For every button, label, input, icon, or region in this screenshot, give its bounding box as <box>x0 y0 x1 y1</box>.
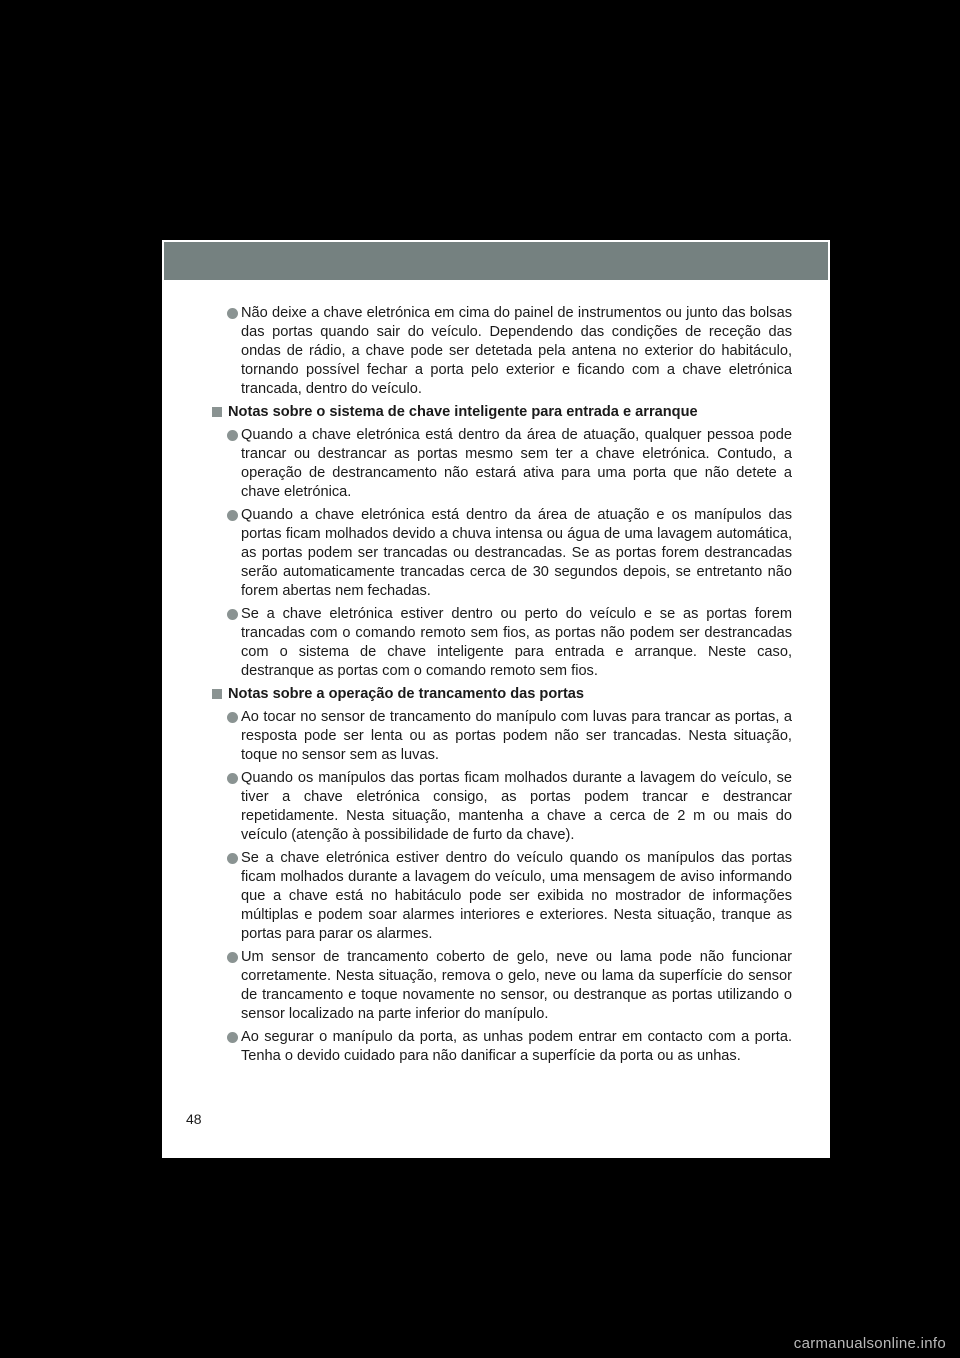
bullet-text: Não deixe a chave eletrónica em cima do painel de instrumentos ou junto das bolsas das portas quando sair do veículo. Dependendo das condições de receção das ondas de rádio, a chave pode ser detetada pela antena no exterior do habitáculo, tornando possível fechar a porta pelo exterior e ficando com a chave eletrónica trancada, dentro do veículo. <box>241 305 792 397</box>
bullet-item <box>212 304 792 399</box>
bullet-dot-icon <box>227 712 238 723</box>
bullet-item <box>212 948 792 1024</box>
bullet-item <box>212 708 792 765</box>
bullet-text: Se a chave eletrónica estiver dentro do veículo quando os manípulos das portas ficam molhados durante a lavagem do veículo, uma mensagem de aviso informando que a chave está no habitáculo pode ser exibida no mostrador de informações múltiplas e podem soar alarmes interiores e exteriores. Nesta situação, tranque as portas para parar os alarmes. <box>241 850 792 942</box>
section-heading-text: Notas sobre o sistema de chave inteligente para entrada e arranque <box>228 404 698 420</box>
bullet-text: Quando a chave eletrónica está dentro da área de atuação, qualquer pessoa pode trancar ou destrancar as portas mesmo sem ter a chave eletrónica. Contudo, a operação de destrancamento não estará ativa para uma porta que não detete a chave eletrónica. <box>241 427 792 500</box>
bullet-item <box>212 506 792 601</box>
bullet-dot-icon <box>227 1032 238 1043</box>
bullet-text: Se a chave eletrónica estiver dentro ou perto do veículo e se as portas forem trancadas com o comando remoto sem fios, as portas não podem ser destrancadas com o sistema de chave inteligente para entrada e arranque. Neste caso, destranque as portas com o comando remoto sem fios. <box>241 606 792 679</box>
watermark: carmanualsonline.info <box>793 1335 946 1352</box>
bullet-dot-icon <box>227 952 238 963</box>
manual-page <box>162 240 830 1158</box>
bullet-text: Ao tocar no sensor de trancamento do manípulo com luvas para trancar as portas, a resposta pode ser lenta ou as portas podem não ser trancadas. Nesta situação, toque no sensor sem as luvas. <box>241 709 792 763</box>
bullet-text: Um sensor de trancamento coberto de gelo, neve ou lama pode não funcionar corretamente. Nesta situação, remova o gelo, neve ou lama da superfície do sensor de trancamento e toque novamente no sensor, ou destranque as portas utilizando o sensor localizado na parte inferior do manípulo. <box>241 949 792 1022</box>
bullet-text: Quando os manípulos das portas ficam molhados durante a lavagem do veículo, se tiver a chave eletrónica consigo, as portas podem trancar e destrancar repetidamente. Nesta situação, mantenha a chave a cerca de 2 m ou mais do veículo (atenção à possibilidade de furto da chave). <box>241 770 792 843</box>
bullet-dot-icon <box>227 609 238 620</box>
bullet-dot-icon <box>227 308 238 319</box>
bullet-item <box>212 849 792 944</box>
section-square-icon <box>212 407 222 417</box>
section-heading <box>212 403 792 422</box>
bullet-item <box>212 605 792 681</box>
section-heading-text: Notas sobre a operação de trancamento das portas <box>228 686 585 702</box>
bullet-dot-icon <box>227 773 238 784</box>
bullet-dot-icon <box>227 430 238 441</box>
section-heading <box>212 685 792 704</box>
page-content <box>212 304 792 1070</box>
bullet-text: Quando a chave eletrónica está dentro da área de atuação e os manípulos das portas ficam molhados devido a chuva intensa ou água de uma lavagem automática, as portas podem ser trancadas ou destrancadas. Se as portas forem destrancadas serão automaticamente trancadas cerca de 30 segundos depois, se entretanto não forem abertas nem fechadas. <box>241 507 792 599</box>
bullet-item <box>212 426 792 502</box>
header-band <box>164 242 828 280</box>
bullet-item <box>212 1028 792 1066</box>
bullet-item <box>212 769 792 845</box>
section-square-icon <box>212 689 222 699</box>
bullet-dot-icon <box>227 510 238 521</box>
page-number: 48 <box>186 1111 202 1127</box>
bullet-text: Ao segurar o manípulo da porta, as unhas podem entrar em contacto com a porta. Tenha o devido cuidado para não danificar a superfície da porta ou as unhas. <box>241 1029 792 1064</box>
bullet-dot-icon <box>227 853 238 864</box>
